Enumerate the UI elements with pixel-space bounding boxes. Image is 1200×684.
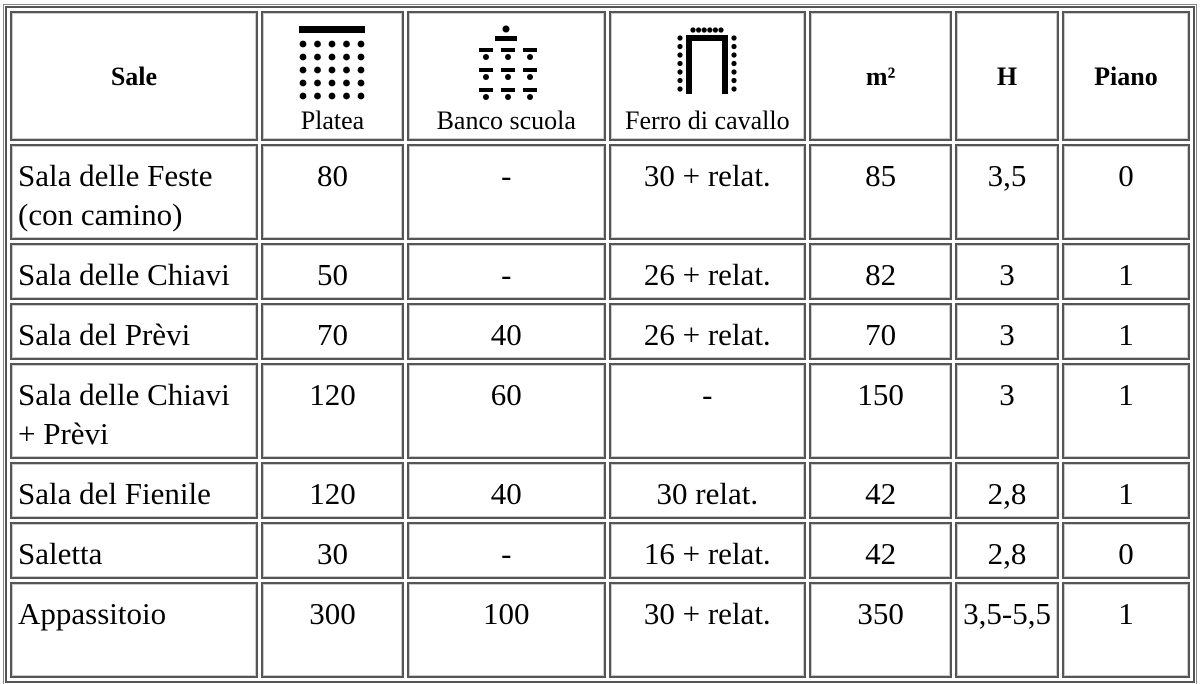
- cell-platea: 300: [261, 582, 404, 678]
- header-platea-label: Platea: [300, 106, 365, 135]
- cell-h: 3: [955, 303, 1059, 360]
- header-height: H: [955, 11, 1059, 141]
- table-row: [10, 303, 1190, 360]
- header-ferro-di-cavallo: [609, 11, 807, 141]
- cell-piano: 1: [1062, 303, 1190, 360]
- cell-m2: 82: [809, 243, 952, 300]
- cell-m2: 150: [809, 363, 952, 459]
- table-row: [10, 144, 1190, 240]
- cell-banco: 40: [407, 303, 606, 360]
- cell-h: 2,8: [955, 462, 1059, 519]
- cell-banco: 100: [407, 582, 606, 678]
- cell-piano: 1: [1062, 462, 1190, 519]
- cell-name: Sala delle Chiavi: [10, 243, 258, 300]
- cell-ferro: 30 + relat.: [609, 144, 807, 240]
- cell-m2: 350: [809, 582, 952, 678]
- cell-h: 3: [955, 363, 1059, 459]
- cell-ferro: 26 + relat.: [609, 243, 807, 300]
- cell-piano: 1: [1062, 243, 1190, 300]
- cell-banco: -: [407, 522, 606, 579]
- header-piano: Piano: [1062, 11, 1190, 141]
- cell-name: Sala del Fienile: [10, 462, 258, 519]
- cell-m2: 70: [809, 303, 952, 360]
- cell-ferro: 30 relat.: [609, 462, 807, 519]
- header-sale: Sale: [10, 11, 258, 141]
- classroom-seating-icon: [471, 24, 541, 100]
- table-row: [10, 522, 1190, 579]
- theater-seating-icon: [297, 24, 367, 100]
- cell-name: Saletta: [10, 522, 258, 579]
- cell-banco: -: [407, 144, 606, 240]
- cell-h: 3,5: [955, 144, 1059, 240]
- cell-platea: 30: [261, 522, 404, 579]
- cell-platea: 80: [261, 144, 404, 240]
- table-row: [10, 582, 1190, 678]
- cell-platea: 120: [261, 363, 404, 459]
- header-row: [10, 11, 1190, 141]
- cell-name: Sala delle Chiavi + Prèvi: [10, 363, 258, 459]
- cell-platea: 120: [261, 462, 404, 519]
- cell-piano: 1: [1062, 363, 1190, 459]
- cell-ferro: 16 + relat.: [609, 522, 807, 579]
- cell-m2: 85: [809, 144, 952, 240]
- cell-piano: 0: [1062, 522, 1190, 579]
- cell-banco: 40: [407, 462, 606, 519]
- cell-m2: 42: [809, 522, 952, 579]
- table-row: [10, 462, 1190, 519]
- cell-piano: 1: [1062, 582, 1190, 678]
- cell-banco: 60: [407, 363, 606, 459]
- cell-banco: -: [407, 243, 606, 300]
- cell-name: Sala del Prèvi: [10, 303, 258, 360]
- rooms-table: [5, 6, 1195, 683]
- cell-ferro: 26 + relat.: [609, 303, 807, 360]
- cell-piano: 0: [1062, 144, 1190, 240]
- u-shape-seating-icon: [672, 24, 742, 100]
- table-row: [10, 243, 1190, 300]
- header-banco-scuola-label: Banco scuola: [436, 106, 576, 135]
- cell-h: 2,8: [955, 522, 1059, 579]
- cell-platea: 70: [261, 303, 404, 360]
- cell-platea: 50: [261, 243, 404, 300]
- cell-h: 3: [955, 243, 1059, 300]
- header-banco-scuola: [407, 11, 606, 141]
- header-platea: [261, 11, 404, 141]
- cell-m2: 42: [809, 462, 952, 519]
- cell-name: Sala delle Feste (con camino): [10, 144, 258, 240]
- cell-ferro: 30 + relat.: [609, 582, 807, 678]
- cell-ferro: -: [609, 363, 807, 459]
- header-area: m²: [809, 11, 952, 141]
- table-row: [10, 363, 1190, 459]
- cell-h: 3,5-5,5: [955, 582, 1059, 678]
- header-ferro-di-cavallo-label: Ferro di cavallo: [624, 106, 790, 135]
- cell-name: Appassitoio: [10, 582, 258, 678]
